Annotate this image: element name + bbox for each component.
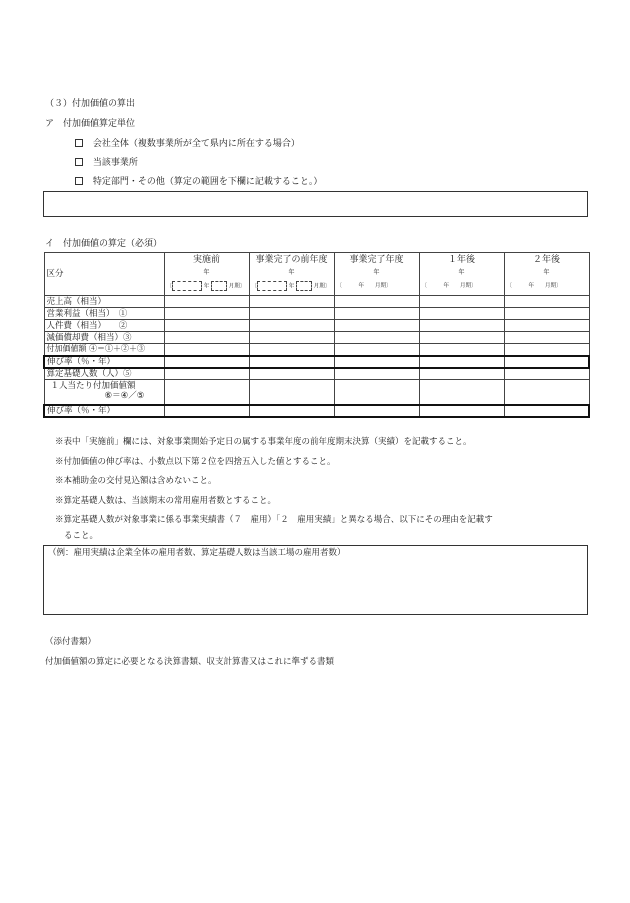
note-3: ※本補助金の交付見込額は含めないこと。 bbox=[55, 476, 217, 486]
col-header-year1: １年後 年 〔 年 月期〕 bbox=[419, 253, 504, 296]
table-row bbox=[44, 308, 589, 320]
checkbox-icon[interactable] bbox=[75, 177, 83, 185]
col-header-completion-year: 事業完了年度 年 〔 年 月期〕 bbox=[334, 253, 419, 296]
table-row bbox=[44, 368, 589, 380]
row-label-value-added: 付加価値額 ④＝①＋②＋③ bbox=[44, 344, 164, 356]
note-5-cont: ること。 bbox=[64, 531, 99, 541]
row-label-operating-profit: 営業利益（相当） ① bbox=[44, 308, 164, 320]
col-header-prev-year: 事業完了の前年度 年 〔 年 月期〕 bbox=[249, 253, 334, 296]
row-label-sales: 売上高（相当） bbox=[44, 296, 164, 308]
table-row bbox=[44, 296, 589, 308]
calc-heading: イ 付加価値の算定（必須） bbox=[45, 239, 163, 249]
unit-heading: ア 付加価値算定単位 bbox=[45, 119, 136, 129]
note-2: ※付加価値の伸び率は、小数点以下第２位を四捨五入した値とすること。 bbox=[55, 457, 336, 467]
note-1: ※表中「実施前」欄には、対象事業開始予定日の属する事業年度の前年度期末決算（実績）を記載すること。 bbox=[55, 437, 472, 447]
note-4: ※算定基礎人数は、当該期末の常用雇用者数とすること。 bbox=[55, 496, 277, 506]
option-company-wide[interactable] bbox=[75, 138, 300, 150]
section-title: （３）付加価値の算出 bbox=[45, 99, 136, 109]
row-label-per-capita: １人当たり付加価値額 ⑥＝④／⑤ bbox=[44, 380, 164, 405]
col-header-before: 実施前 年 〔 年 月期〕 bbox=[164, 253, 249, 296]
kubun-header: 区分 bbox=[44, 253, 164, 296]
table-row bbox=[44, 356, 589, 368]
example-text: （例：雇用実績は企業全体の雇用者数、算定基礎人数は当該工場の雇用者数） bbox=[48, 548, 346, 558]
scope-input-box[interactable] bbox=[43, 191, 588, 217]
table-header-row bbox=[44, 253, 589, 296]
checkbox-icon[interactable] bbox=[75, 158, 83, 166]
row-label-depreciation: 減価償却費（相当）③ bbox=[44, 332, 164, 344]
note-5: ※算定基礎人数が対象事業に係る事業実績書（７ 雇用）「２ 雇用実績」と異なる場合、以下にその理由を記載す bbox=[55, 515, 493, 525]
option-label: 当該事業所 bbox=[92, 158, 138, 168]
attachments-text: 付加価値額の算定に必要となる決算書類、収支計算書又はこれに準ずる書類 bbox=[45, 657, 335, 667]
table-row bbox=[44, 320, 589, 332]
col-header-year2: ２年後 年 〔 年 月期〕 bbox=[504, 253, 589, 296]
attachments-heading: （添付書類） bbox=[45, 637, 97, 647]
table-row bbox=[44, 380, 589, 405]
row-label-growth-rate: 伸び率（％・年） bbox=[44, 356, 164, 368]
table-row bbox=[44, 344, 589, 356]
row-label-personnel: 人件費（相当） ② bbox=[44, 320, 164, 332]
option-specific-dept[interactable] bbox=[75, 176, 322, 188]
option-label: 会社全体（複数事業所が全て県内に所在する場合） bbox=[92, 139, 300, 149]
value-added-table bbox=[43, 252, 590, 418]
option-this-office[interactable] bbox=[75, 157, 138, 169]
option-label: 特定部門・その他（算定の範囲を下欄に記載すること。） bbox=[92, 177, 323, 187]
row-label-headcount: 算定基礎人数（人）⑤ bbox=[44, 368, 164, 380]
row-label-growth-rate-2: 伸び率（％・年） bbox=[44, 405, 164, 417]
table-row bbox=[44, 405, 589, 417]
reason-input-box[interactable] bbox=[43, 545, 588, 615]
table-row bbox=[44, 332, 589, 344]
checkbox-icon[interactable] bbox=[75, 139, 83, 147]
